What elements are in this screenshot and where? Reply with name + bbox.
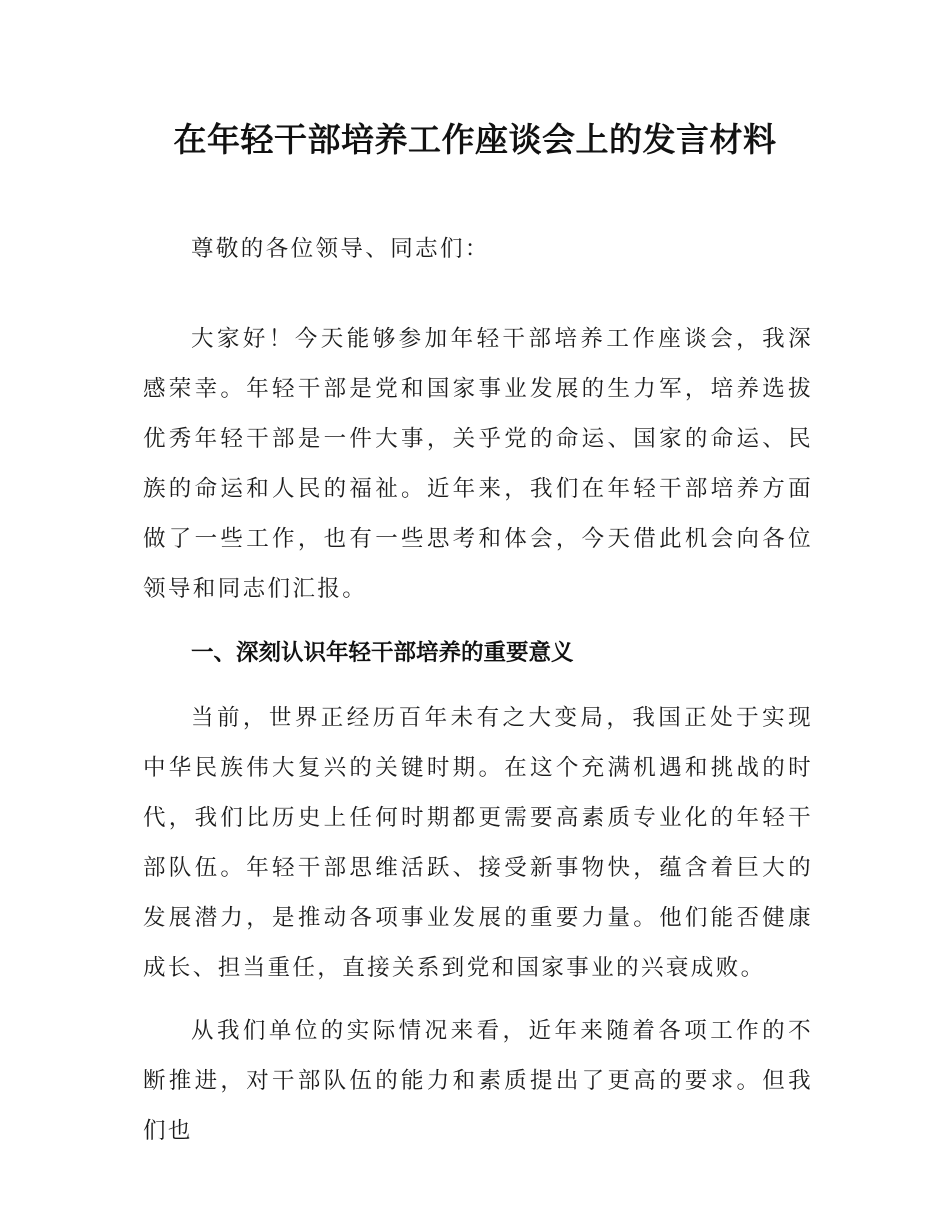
section-paragraph: 从我们单位的实际情况来看，近年来随着各项工作的不断推进，对干部队伍的能力和素质提出了更高的要求。但我们也 <box>143 1018 813 1144</box>
document-title: 在年轻干部培养工作座谈会上的发言材料 <box>173 120 777 159</box>
greeting-paragraph: 尊敬的各位领导、同志们： <box>191 236 490 262</box>
section-paragraph: 当前，世界正经历百年未有之大变局，我国正处于实现中华民族伟大复兴的关键时期。在这个充满机遇和挑战的时代，我们比历史上任何时期都更需要高素质专业化的年轻干部队伍。年轻干部思维活跃、接受新事物快，蕴含着巨大的发展潜力，是推动各项事业发展的重要力量。他们能否健康成长、担当重任，直接关系到党和国家事业的兴衰成败。 <box>143 705 813 981</box>
section-heading: 一、深刻认识年轻干部培养的重要意义 <box>191 640 574 666</box>
intro-paragraph: 大家好！今天能够参加年轻干部培养工作座谈会，我深感荣幸。年轻干部是党和国家事业发展的生力军，培养选拔优秀年轻干部是一件大事，关乎党的命运、国家的命运、民族的命运和人民的福祉。近年来，我们在年轻干部培养方面做了一些工作，也有一些思考和体会，今天借此机会向各位领导和同志们汇报。 <box>143 326 813 602</box>
